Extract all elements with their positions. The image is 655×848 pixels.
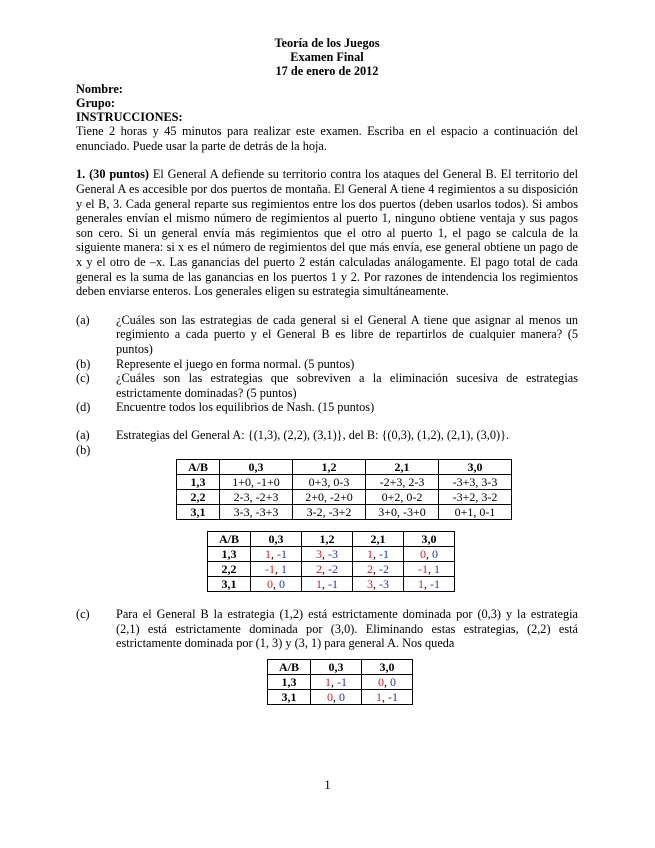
column-header: 1,2: [302, 532, 353, 547]
instructions-label: INSTRUCCIONES:: [76, 110, 183, 125]
payoff-a: 1: [325, 674, 331, 689]
payoff-cell: 0+2, 0-2: [366, 490, 439, 505]
payoff-cell: 0+3, 0-3: [293, 475, 366, 490]
payoff-a: 2: [367, 562, 373, 577]
table-row: [208, 577, 455, 592]
payoff-separator: ,: [273, 577, 279, 592]
payoff-cell: [302, 577, 353, 592]
payoff-a: 1: [418, 577, 424, 592]
table-corner: A/B: [268, 659, 311, 674]
payoff-cell: [362, 674, 413, 689]
payoff-table-colored: [207, 531, 455, 592]
payoff-cell: [302, 562, 353, 577]
payoff-separator: ,: [331, 674, 337, 689]
table-corner: A/B: [177, 460, 220, 475]
payoff-separator: ,: [424, 577, 430, 592]
payoff-separator: ,: [322, 547, 328, 562]
payoff-separator: ,: [271, 547, 277, 562]
answer-c-text: Para el General B la estrategia (1,2) está estrictamente dominada por (0,3) y la estrategia (2,1) está estrictamente dominada por (3,0). Eliminando estas estrategias, (2,2) está estrictamente dominada por (1, 3) y (3, 1) para general A. Nos queda: [116, 607, 578, 651]
payoff-separator: ,: [275, 562, 281, 577]
row-header: 2,2: [177, 490, 220, 505]
exam-title: Teoría de los Juegos: [274, 36, 380, 50]
payoff-cell: 2-3, -2+3: [220, 490, 293, 505]
question-text: Represente el juego en forma normal. (5 puntos): [116, 356, 355, 371]
row-header: 3,1: [208, 577, 251, 592]
row-header: 3,1: [268, 689, 311, 704]
problem-1-heading: 1. (30 puntos): [76, 167, 149, 182]
answer-a: [76, 428, 578, 443]
payoff-separator: ,: [373, 547, 379, 562]
payoff-separator: ,: [373, 577, 379, 592]
payoff-cell: [353, 547, 404, 562]
payoff-b: -2: [328, 562, 338, 577]
payoff-a: 0: [420, 547, 426, 562]
answer-c-label: (c): [76, 607, 90, 622]
instructions-text: Tiene 2 horas y 45 minutos para realizar este examen. Escriba en el espacio a continuación del enunciado. Puede usar la parte de detrás de la hoja.: [76, 124, 578, 153]
problem-1-text: El General A defiende su territorio contra los ataques del General B. El territorio del General A es accesible por dos puertos de montaña. El General A tiene 4 regimientos a su disposición y el B, 3. Cada general reparte sus regimientos entre los dos puertos (deben usarlos todos). Si ambos generales envían el mismo número de regimientos al puerto 1, ninguno obtiene ventaja y sus pagos son cero. Si un general envía más regimientos que el otro al puerto 1, el pago se calcula de la siguiente manera: si x es el número de regimientos del que más envía, ese general obtiene un pago de x y el otro de –x. Las ganancias del puerto 2 están calculadas análogamente. El pago total de cada general es la suma de las ganancias en los puertos 1 y 2. Por razones de intendencia los regimientos deben enviarse enteros. Los generales eligen su estrategia simultáneamente.: [76, 167, 579, 299]
payoff-cell: -3+3, 3-3: [439, 475, 512, 490]
question-text: ¿Cuáles son las estrategias de cada general si el General A tiene que asignar al menos un regimiento a cada puerto y el General B es libre de repartirlos de cualquier manera? (5 puntos): [116, 312, 578, 356]
payoff-table-reduced: [267, 659, 413, 705]
table-row: [177, 475, 512, 490]
question-item: [76, 357, 578, 372]
exam-subtitle: Examen Final: [290, 50, 364, 65]
payoff-cell: [251, 577, 302, 592]
payoff-b: -1: [277, 547, 287, 562]
column-header: 1,2: [293, 460, 366, 475]
table-row: [268, 689, 413, 704]
problem-1-statement: [76, 167, 578, 298]
name-label: Nombre:: [76, 81, 123, 96]
question-item: [76, 371, 578, 400]
payoff-b: -1: [328, 577, 338, 592]
table-header-row: [177, 460, 512, 475]
answer-c: [76, 607, 578, 651]
payoff-cell: [362, 689, 413, 704]
payoff-separator: ,: [382, 689, 388, 704]
question-list: [76, 313, 578, 415]
payoff-b: -3: [328, 547, 338, 562]
answer-a-text: Estrategias del General A: {(1,3), (2,2), (3,1)}, del B: {(0,3), (1,2), (2,1), (3,0)}.: [116, 427, 510, 442]
table-row: [208, 547, 455, 562]
exam-page: [76, 36, 578, 705]
question-text: Encuentre todos los equilibrios de Nash. (15 puntos): [116, 400, 375, 415]
payoff-a: 1: [367, 547, 373, 562]
table-row: [177, 505, 512, 520]
payoff-separator: ,: [428, 562, 434, 577]
payoff-a: 0: [327, 689, 333, 704]
column-header: 3,0: [362, 659, 413, 674]
payoff-separator: ,: [373, 562, 379, 577]
column-header: 3,0: [404, 532, 455, 547]
payoff-cell: [311, 674, 362, 689]
payoff-cell: 3+0, -3+0: [366, 505, 439, 520]
table-header-row: [268, 659, 413, 674]
payoff-a: 1: [376, 689, 382, 704]
column-header: 0,3: [311, 659, 362, 674]
group-label: Grupo:: [76, 95, 115, 110]
payoff-cell: 3-2, -3+2: [293, 505, 366, 520]
row-header: 3,1: [177, 505, 220, 520]
column-header: 3,0: [439, 460, 512, 475]
payoff-a: 1: [265, 547, 271, 562]
payoff-b: -1: [379, 547, 389, 562]
payoff-b: 0: [432, 547, 438, 562]
payoff-b: -1: [388, 689, 398, 704]
payoff-b: -3: [379, 577, 389, 592]
payoff-cell: 2+0, -2+0: [293, 490, 366, 505]
payoff-cell: [302, 547, 353, 562]
payoff-b: 0: [390, 674, 396, 689]
payoff-b: -2: [379, 562, 389, 577]
payoff-cell: [353, 577, 404, 592]
payoff-separator: ,: [322, 577, 328, 592]
payoff-separator: ,: [426, 547, 432, 562]
payoff-cell: [404, 547, 455, 562]
payoff-a: 0: [267, 577, 273, 592]
question-label: (c): [76, 371, 90, 386]
payoff-cell: 1+0, -1+0: [220, 475, 293, 490]
payoff-cell: [251, 547, 302, 562]
payoff-a: 3: [367, 577, 373, 592]
payoff-a: 2: [316, 562, 322, 577]
answer-a-label: (a): [76, 427, 90, 442]
payoff-b: -1: [337, 674, 347, 689]
table-corner: A/B: [208, 532, 251, 547]
payoff-b: 0: [339, 689, 345, 704]
page-number: 1: [324, 778, 331, 792]
payoff-cell: [404, 562, 455, 577]
exam-header: [76, 36, 578, 79]
payoff-cell: [311, 689, 362, 704]
payoff-cell: [404, 577, 455, 592]
table-row: [177, 490, 512, 505]
payoff-a: -1: [418, 562, 428, 577]
exam-date: 17 de enero de 2012: [275, 64, 379, 79]
column-header: 0,3: [220, 460, 293, 475]
payoff-a: -1: [265, 562, 275, 577]
row-header: 1,3: [208, 547, 251, 562]
payoff-cell: 3-3, -3+3: [220, 505, 293, 520]
payoff-b: 1: [434, 562, 440, 577]
payoff-b: 0: [279, 577, 285, 592]
column-header: 2,1: [353, 532, 404, 547]
answer-b-label: (b): [76, 442, 91, 457]
payoff-separator: ,: [322, 562, 328, 577]
column-header: 0,3: [251, 532, 302, 547]
payoff-table-sums: [176, 459, 512, 520]
question-label: (d): [76, 400, 91, 415]
payoff-a: 0: [378, 674, 384, 689]
payoff-cell: 0+1, 0-1: [439, 505, 512, 520]
payoff-separator: ,: [384, 674, 390, 689]
column-header: 2,1: [366, 460, 439, 475]
question-label: (b): [76, 356, 91, 371]
payoff-a: 3: [316, 547, 322, 562]
question-text: ¿Cuáles son las estrategias que sobreviven a la eliminación sucesiva de estrategias estrictamente dominadas? (5 puntos): [116, 371, 578, 400]
table-row: [208, 562, 455, 577]
table-header-row: [208, 532, 455, 547]
question-item: [76, 313, 578, 357]
payoff-b: 1: [281, 562, 287, 577]
payoff-cell: [353, 562, 404, 577]
payoff-cell: [251, 562, 302, 577]
payoff-b: -1: [430, 577, 440, 592]
payoff-cell: -2+3, 2-3: [366, 475, 439, 490]
payoff-a: 1: [316, 577, 322, 592]
question-label: (a): [76, 312, 90, 327]
answer-b: [76, 443, 578, 458]
row-header: 1,3: [177, 475, 220, 490]
payoff-cell: -3+2, 3-2: [439, 490, 512, 505]
question-item: [76, 400, 578, 415]
payoff-separator: ,: [333, 689, 339, 704]
table-row: [268, 674, 413, 689]
row-header: 2,2: [208, 562, 251, 577]
row-header: 1,3: [268, 674, 311, 689]
